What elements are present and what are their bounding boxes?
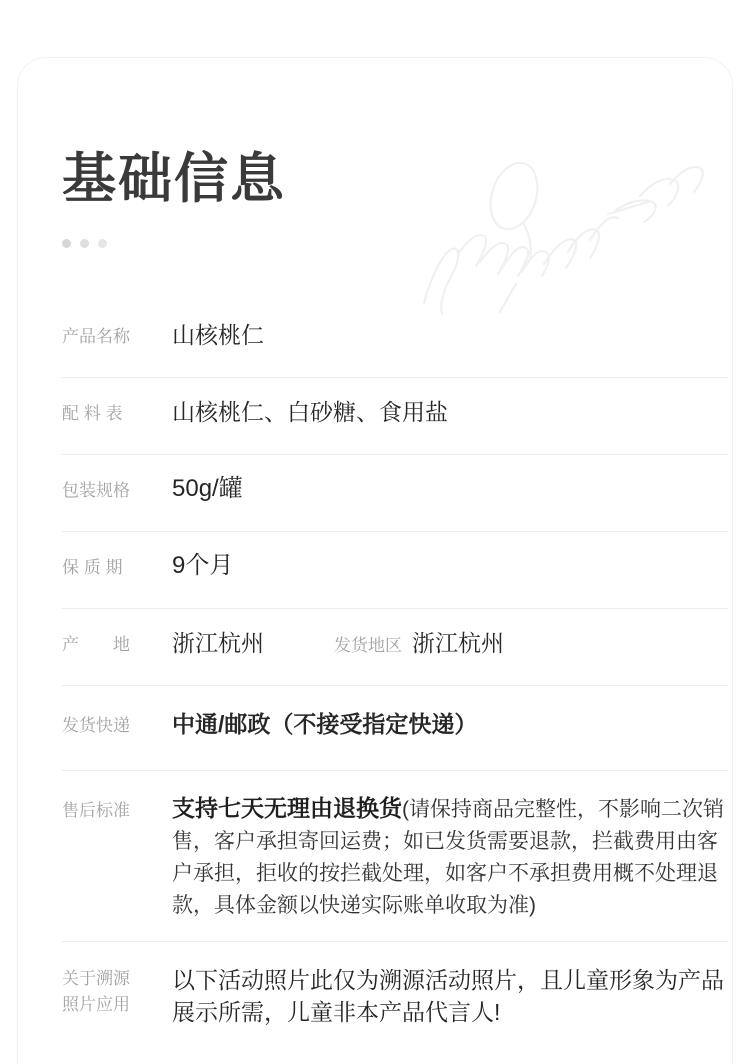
dot-3 [98,239,107,248]
row-value [158,793,728,921]
row-label: 保 质 期 [62,558,123,577]
table-row [62,378,728,455]
table-row [62,532,728,609]
row-label: 发货快递 [62,716,130,735]
row-secondary-value: 浙江杭州 [412,630,504,656]
table-row [62,942,728,1044]
dot-1 [62,239,71,248]
row-label [62,964,158,1018]
table-row [62,455,728,532]
decorative-dots [62,239,286,248]
dot-2 [80,239,89,248]
row-label-line-1: 关于溯源 [62,969,130,988]
watermark-information-script [384,136,714,326]
spec-table [62,301,728,1044]
row-value-highlight: 支持七天无理由退换货 [172,795,402,821]
info-card [18,58,732,1064]
row-value: 9个月 [172,552,234,579]
row-label: 包装规格 [62,481,130,500]
row-label-line-2: 照片应用 [62,995,130,1014]
page-header [62,150,286,248]
row-value: 山核桃仁 [172,322,264,348]
row-label: 产品名称 [62,327,130,346]
row-value: 以下活动照片此仅为溯源活动照片，且儿童形象为产品展示所需，儿童非本产品代言人! [172,967,724,1025]
row-value: 中通/邮政（不接受指定快递） [172,711,478,737]
page-title: 基础信息 [62,149,286,209]
row-label: 配 料 表 [62,404,123,423]
row-value-detail: (请保持商品完整性，不影响二次销售，客户承担寄回运费；如已发货需要退款，拦截费用由客户承担，拒收的按拦截处理，如客户不承担费用概不处理退款，具体金额以快递实际账单收取为准) [172,798,724,917]
row-value: 山核桃仁、白砂糖、食用盐 [172,399,448,425]
row-label: 售后标准 [62,801,130,820]
row-label: 产 地 [62,635,130,654]
row-value-group [158,627,728,659]
row-value: 浙江杭州 [172,630,264,656]
table-row [62,609,728,686]
table-row [62,686,728,771]
row-secondary-label: 发货地区 [334,636,402,655]
table-row [62,771,728,942]
table-row [62,301,728,378]
row-value: 50g/罐 [172,475,243,502]
